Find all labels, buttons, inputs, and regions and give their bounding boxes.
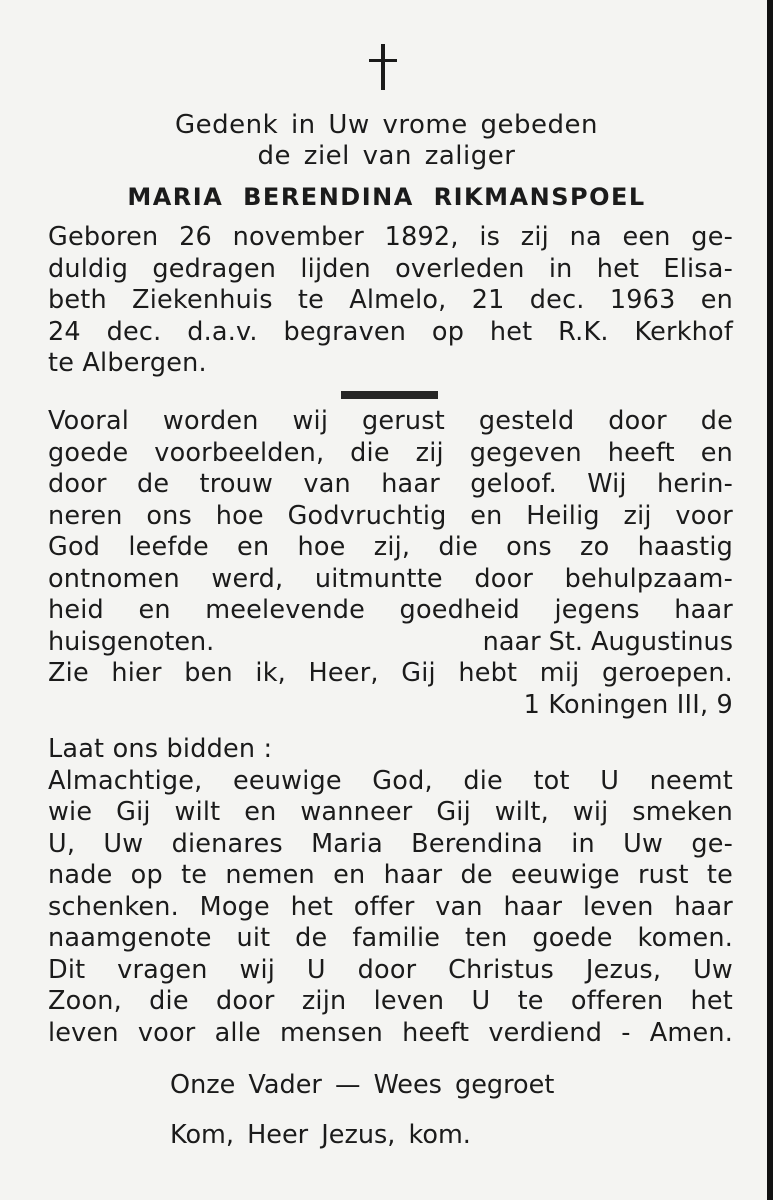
prayer [48,734,733,1049]
biography-line: 24 dec. d.a.v. begraven op het R.K. Kerkhof [48,316,733,347]
reflection-line: goede voorbeelden, die zij gegeven heeft en [48,437,733,468]
prayer-intro: Laat ons bidden : [48,734,273,764]
scripture-reference: 1 Koningen III, 9 [523,689,733,720]
prayer-line: Zoon, die door zijn leven U te offeren het [48,986,733,1016]
biography-line: te Albergen. [48,348,207,378]
biography-line: beth Ziekenhuis te Almelo, 21 dec. 1963 en [48,285,733,315]
reflection-line: ontnomen werd, uitmuntte door behulpzaam- [48,563,733,594]
heading-line-2: de ziel van zaliger [257,141,516,171]
biography [48,222,733,380]
heading-line-1: Gedenk in Uw vrome gebeden [175,110,598,140]
reflection-line: heid en meelevende goedheid jegens haar [48,595,733,625]
divider-bar [341,391,438,399]
biography-line: Geboren 26 november 1892, is zij na een ge- [48,222,733,252]
reflection-source: naar St. Augustinus [482,626,733,657]
prayer-line: schenken. Moge het offer van haar leven haar [48,891,733,922]
cross-horizontal [369,59,397,62]
scan-edge [767,0,773,1200]
prayer-line: wie Gij wilt en wanneer Gij wilt, wij smeken [48,797,733,827]
prayer-line: Dit vragen wij U door Christus Jezus, Uw [48,954,733,985]
prayer-line: naamgenote uit de familie ten goede komen. [48,923,733,953]
reflection [48,406,733,721]
reflection-line: neren ons hoe Godvruchtig en Heilig zij voor [48,500,733,531]
closing-invocation: Kom, Heer Jezus, kom. [170,1120,471,1150]
prayer-line: nade op te nemen en haar de eeuwige rust te [48,860,733,890]
reflection-line: Vooral worden wij gerust gesteld door de [48,406,733,436]
reflection-last-line: huisgenoten. [48,626,215,657]
reflection-line: God leefde en hoe zij, die ons zo haastig [48,532,733,562]
prayer-line: U, Uw dienares Maria Berendina in Uw ge- [48,828,733,859]
prayer-line: leven voor alle mensen heeft verdiend - Amen. [48,1017,733,1048]
deceased-name: MARIA BERENDINA RIKMANSPOEL [127,183,646,211]
reflection-closing-row [48,627,733,659]
reflection-line: door de trouw van haar geloof. Wij herin- [48,469,733,499]
cross-icon [369,44,397,90]
cross-vertical [381,44,385,90]
biography-line: duldig gedragen lijden overleden in het Elisa- [48,253,733,284]
closing-prayers: Onze Vader — Wees gegroet [170,1070,555,1100]
prayer-line: Almachtige, eeuwige God, die tot U neemt [48,765,733,796]
scripture-quote: Zie hier ben ik, Heer, Gij hebt mij geroepen. [48,658,733,688]
